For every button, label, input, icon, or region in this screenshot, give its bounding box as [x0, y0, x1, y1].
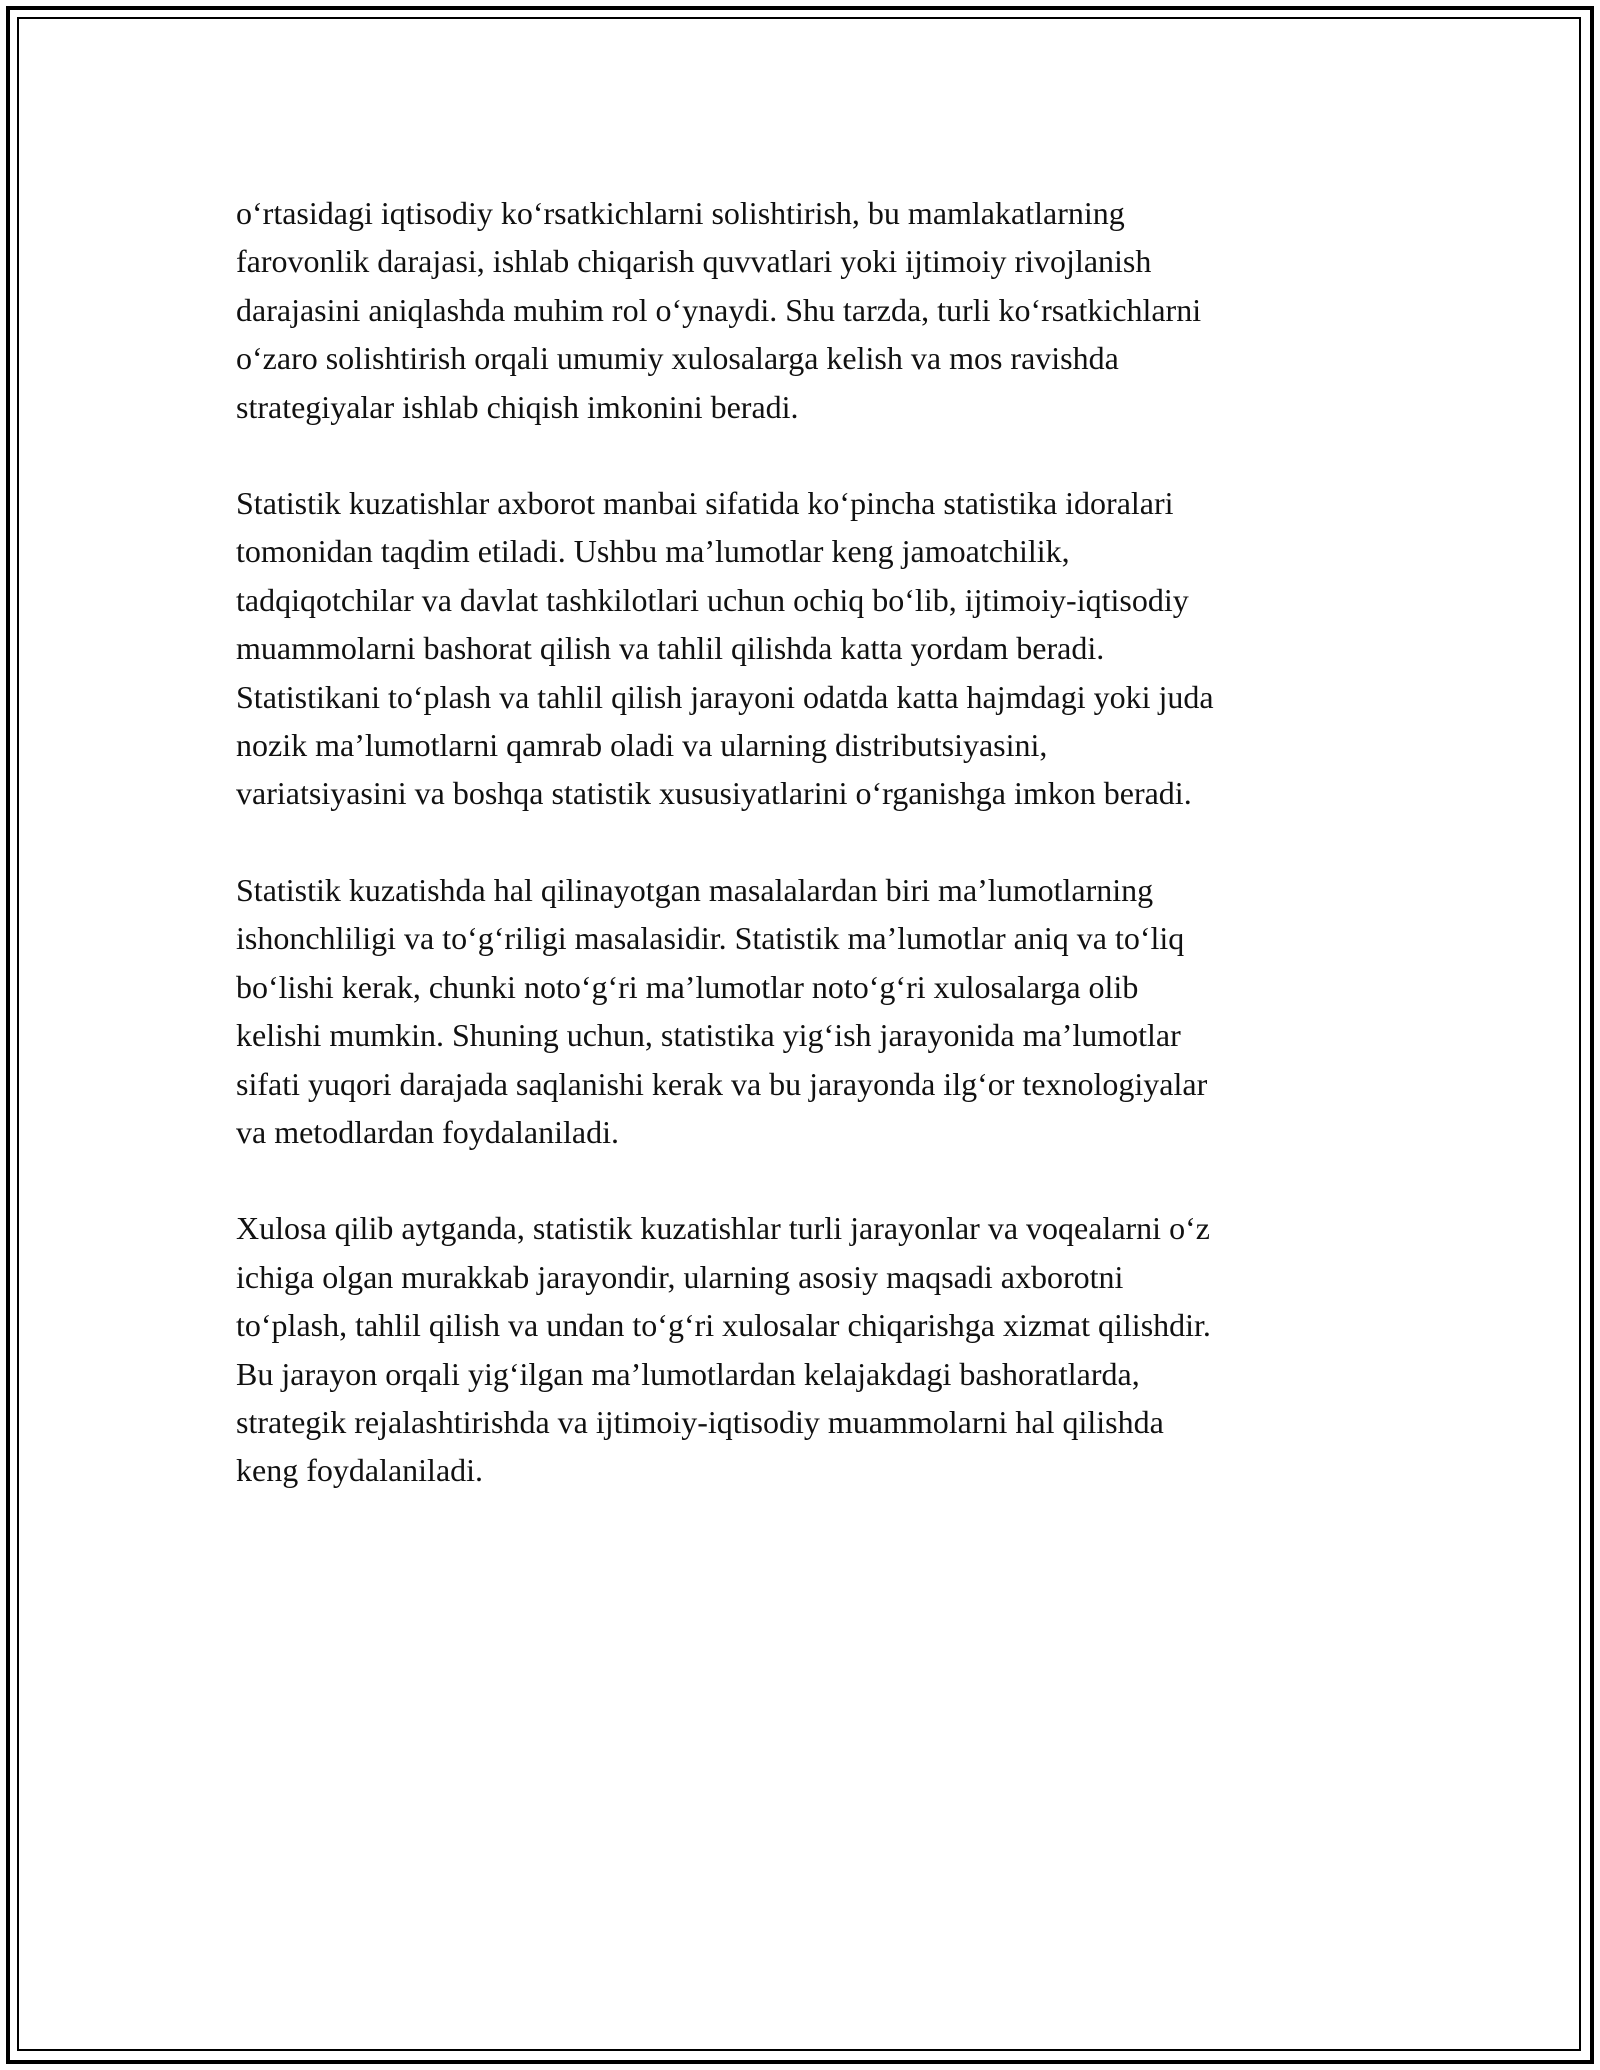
text-line: tomonidan taqdim etiladi. Ushbu maʼlumotlar keng jamoatchilik, — [236, 533, 1070, 570]
text-line: strategik rejalashtirishda va ijtimoiy-iqtisodiy muammolarni hal qilishda — [236, 1403, 1164, 1440]
text-line: Statistik kuzatishlar axborot manbai sifatida koʻpincha statistika idoralari — [236, 485, 1174, 522]
text-line: variatsiyasini va boshqa statistik xususiyatlarini oʻrganishga imkon beradi. — [236, 775, 1192, 812]
text-line: sifati yuqori darajada saqlanishi kerak va bu jarayonda ilgʻor texnologiyalar — [236, 1065, 1208, 1102]
text-line: Bu jarayon orqali yigʻilgan maʼlumotlardan kelajakdagi bashoratlarda, — [236, 1355, 1140, 1392]
text-line: Statistikani toʻplash va tahlil qilish jarayoni odatda katta hajmdagi yoki juda — [236, 678, 1214, 715]
document-body — [236, 189, 1376, 1543]
text-line: farovonlik darajasi, ishlab chiqarish quvvatlari yoki ijtimoiy rivojlanish — [236, 243, 1152, 280]
text-line: nozik maʼlumotlarni qamrab oladi va ularning distributsiyasini, — [236, 727, 1048, 764]
text-line: darajasini aniqlashda muhim rol oʻynaydi. Shu tarzda, turli koʻrsatkichlarni — [236, 291, 1202, 328]
paragraph-1 — [236, 189, 1376, 431]
text-line: Xulosa qilib aytganda, statistik kuzatishlar turli jarayonlar va voqealarni oʻz — [236, 1210, 1210, 1247]
paragraph-4 — [236, 1204, 1376, 1494]
text-line: kelishi mumkin. Shuning uchun, statistika yigʻish jarayonida maʼlumotlar — [236, 1017, 1181, 1054]
text-line: ishonchliligi va toʻgʻriligi masalasidir. Statistik maʼlumotlar aniq va toʻliq — [236, 920, 1185, 957]
text-line: boʻlishi kerak, chunki notoʻgʻri maʼlumotlar notoʻgʻri xulosalarga olib — [236, 968, 1139, 1005]
text-line: ichiga olgan murakkab jarayondir, ularning asosiy maqsadi axborotni — [236, 1258, 1124, 1295]
paragraph-3 — [236, 866, 1376, 1156]
paragraph-2 — [236, 479, 1376, 818]
text-line: keng foydalaniladi. — [236, 1452, 484, 1489]
text-line: oʻrtasidagi iqtisodiy koʻrsatkichlarni solishtirish, bu mamlakatlarning — [236, 195, 1125, 231]
text-line: Statistik kuzatishda hal qilinayotgan masalalardan biri maʼlumotlarning — [236, 871, 1154, 908]
text-line: va metodlardan foydalaniladi. — [236, 1113, 619, 1150]
text-line: toʻplash, tahlil qilish va undan toʻgʻri xulosalar chiqarishga xizmat qilishdir. — [236, 1307, 1211, 1344]
text-line: muammolarni bashorat qilish va tahlil qilishda katta yordam beradi. — [236, 630, 1105, 667]
text-line: oʻzaro solishtirish orqali umumiy xulosalarga kelish va mos ravishda — [236, 340, 1119, 377]
text-line: tadqiqotchilar va davlat tashkilotlari uchun ochiq boʻlib, ijtimoiy-iqtisodiy — [236, 581, 1189, 618]
text-line: strategiyalar ishlab chiqish imkonini beradi. — [236, 388, 799, 425]
